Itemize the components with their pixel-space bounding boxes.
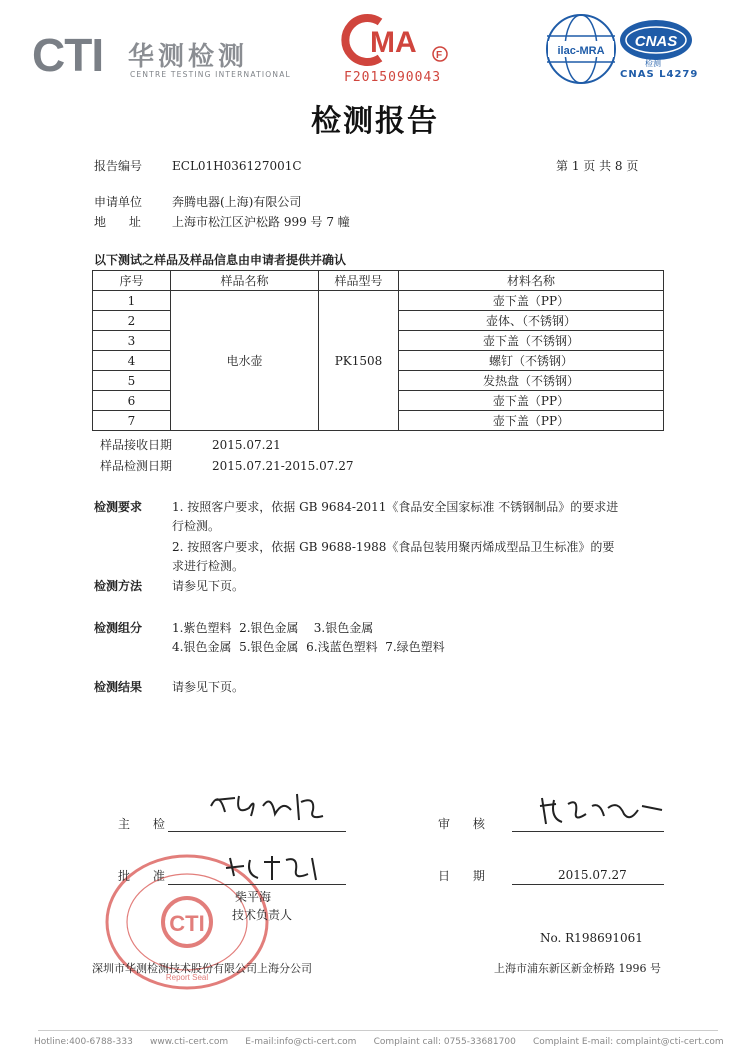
row-no: 3 [93, 331, 171, 351]
cnas-mark-text: CNAS [634, 33, 678, 50]
components-line-2: 4.银色金属 5.银色金属 6.浅蓝色塑料 7.绿色塑料 [172, 640, 445, 654]
row-material: 壶体、（不锈钢） [399, 311, 664, 331]
report-serial: No. R198691061 [540, 931, 643, 945]
inspector-sign-line [168, 831, 346, 832]
cma-number: F2015090043 [344, 70, 442, 85]
row-material: 壶下盖（不锈钢） [399, 331, 664, 351]
report-no-value: ECL01H036127001C [172, 159, 302, 173]
result-value: 请参见下页。 [172, 680, 245, 694]
method-value: 请参见下页。 [172, 579, 245, 593]
row-material: 螺钉（不锈钢） [399, 351, 664, 371]
row-no: 2 [93, 311, 171, 331]
address-value: 上海市松江区沪松路 999 号 7 幢 [172, 215, 350, 229]
row-no: 4 [93, 351, 171, 371]
applicant-label: 申请单位 [94, 195, 143, 209]
table-header-row [93, 271, 664, 291]
row-no: 6 [93, 391, 171, 411]
requirements-line-1a: 1. 按照客户要求，依据 GB 9684-2011《食品安全国家标准 不锈钢制品》的要求进 [172, 500, 619, 514]
seal-text: CTI [169, 911, 205, 936]
requirements-label: 检测要求 [94, 500, 143, 514]
seal-caption: Report Seal [165, 973, 209, 982]
reviewer-signature [538, 792, 668, 832]
row-material: 壶下盖（PP） [399, 291, 664, 311]
method-label: 检测方法 [94, 579, 143, 593]
company-right: 上海市浦东新区新金桥路 1996 号 [494, 962, 661, 975]
col-header-sample-model: 样品型号 [319, 271, 399, 291]
date-label: 日 期 [438, 869, 485, 883]
page-info: 第 1 页 共 8 页 [556, 159, 639, 173]
approver-label: 批 准 [118, 869, 165, 883]
test-date-value: 2015.07.21-2015.07.27 [212, 459, 354, 473]
svg-text:F: F [436, 50, 443, 61]
inspector-signature [205, 786, 335, 830]
cnas-label: 检测 [645, 59, 661, 68]
row-material: 发热盘（不锈钢） [399, 371, 664, 391]
report-no-label: 报告编号 [94, 159, 143, 173]
footer-contact: Hotline:400-6788-333 www.cti-cert.com E-mail:info@cti-cert.com Complaint call: 0755-33681700 Complaint E-mail: complaint@cti-cert.com [34, 1037, 724, 1047]
reviewer-label: 审 核 [438, 817, 485, 831]
requirements-line-1b: 行检测。 [172, 519, 221, 533]
approver-sign-line [168, 884, 346, 885]
row-no: 1 [93, 291, 171, 311]
sample-name-cell: 电水壶 [171, 291, 319, 431]
cma-logo [340, 8, 460, 74]
approver-signature [222, 852, 332, 888]
col-header-material: 材料名称 [399, 271, 664, 291]
cti-logo: CTI [32, 29, 104, 81]
company-left: 深圳市华测检测技术股份有限公司上海分公司 [92, 962, 312, 975]
ilac-mra-logo [544, 12, 618, 90]
sample-model-cell: PK1508 [319, 291, 399, 431]
components-label: 检测组分 [94, 621, 143, 635]
table-row [93, 291, 664, 311]
test-date-label: 样品检测日期 [100, 459, 173, 473]
reviewer-sign-line [512, 831, 664, 832]
approver-title: 技术负责人 [232, 908, 293, 922]
cnas-number: CNAS L4279 [620, 69, 699, 80]
date-line [512, 884, 664, 885]
address-label: 地 址 [94, 215, 141, 229]
company-name-cn: 华测检测 [128, 42, 249, 72]
row-material: 壶下盖（PP） [399, 411, 664, 431]
components-line-1: 1.紫色塑料 2.银色金属 3.银色金属 [172, 621, 374, 635]
result-label: 检测结果 [94, 680, 143, 694]
receive-date-value: 2015.07.21 [212, 438, 281, 452]
col-header-no: 序号 [93, 271, 171, 291]
row-no: 5 [93, 371, 171, 391]
requirements-line-2b: 求进行检测。 [172, 559, 245, 573]
company-name-en: CENTRE TESTING INTERNATIONAL [130, 70, 291, 79]
approver-name: 柴平海 [235, 890, 272, 904]
inspector-label: 主 检 [118, 817, 165, 831]
ilac-text: ilac-MRA [557, 45, 605, 57]
applicant-value: 奔腾电器(上海)有限公司 [172, 195, 302, 209]
requirements-line-2a: 2. 按照客户要求，依据 GB 9688-1988《食品包装用聚丙烯成型品卫生标准》的要 [172, 540, 615, 554]
row-material: 壶下盖（PP） [399, 391, 664, 411]
sample-table [92, 270, 664, 431]
table-caption: 以下测试之样品及样品信息由申请者提供并确认 [94, 253, 347, 267]
date-value: 2015.07.27 [558, 868, 627, 882]
receive-date-label: 样品接收日期 [100, 438, 173, 452]
col-header-sample-name: 样品名称 [171, 271, 319, 291]
footer-divider [38, 1030, 718, 1031]
cma-mark-text: MA [370, 26, 417, 59]
row-no: 7 [93, 411, 171, 431]
report-title: 检测报告 [311, 104, 439, 139]
